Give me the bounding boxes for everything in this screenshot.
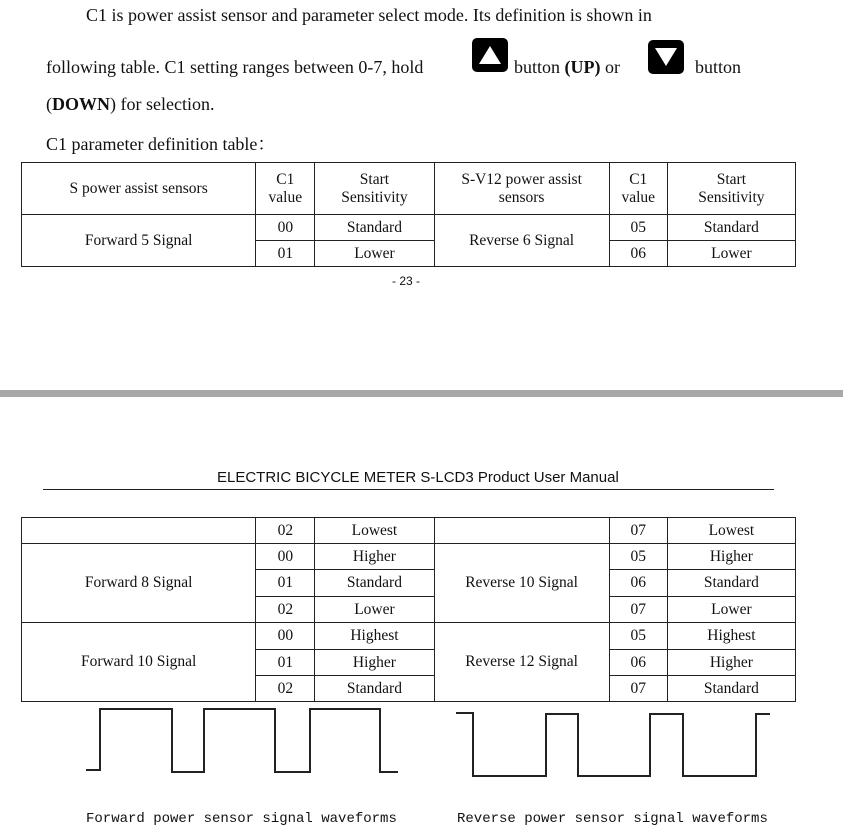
paragraph-line-2d: button <box>695 57 742 77</box>
cell-sa: Standard <box>315 570 434 597</box>
cell-c1a: 00 <box>256 215 315 241</box>
table-row <box>22 623 796 650</box>
up-label: (UP) <box>564 57 601 77</box>
cell-sa: Standard <box>315 215 434 241</box>
reverse-waveform <box>456 713 770 776</box>
empty-left-label <box>22 518 256 544</box>
group-right-label: Reverse 12 Signal <box>434 623 609 702</box>
cell-c1a: 01 <box>256 650 315 676</box>
forward-waveform-caption: Forward power sensor signal waveforms <box>86 811 397 827</box>
cell-c1b: 07 <box>609 597 667 623</box>
cell-c1a: 00 <box>256 544 315 570</box>
down-triangle-icon <box>654 47 678 67</box>
page-number: - 23 - <box>392 274 421 288</box>
header-c1-value-2: C1 value <box>609 163 667 215</box>
cell-sa: Higher <box>315 544 434 570</box>
up-button-icon <box>472 38 508 72</box>
cell-c1b: 06 <box>609 650 667 676</box>
group-right-label: Reverse 10 Signal <box>434 544 609 623</box>
paragraph-line-3: (DOWN) for selection. <box>46 94 215 114</box>
paragraph-line-1: C1 is power assist sensor and parameter select mode. Its definition is shown in <box>86 5 652 25</box>
waveform-drawings <box>0 700 843 790</box>
cell-c1b: 05 <box>609 623 667 650</box>
cell-sa: Standard <box>315 676 434 702</box>
paragraph-line-2 <box>46 56 423 78</box>
cell-c1a: 02 <box>256 676 315 702</box>
cell-sb: Lower <box>667 241 795 267</box>
cell-c1b: 07 <box>609 676 667 702</box>
header-s-sensors: S power assist sensors <box>22 163 256 215</box>
cell-sb: Higher <box>667 544 795 570</box>
table-caption: C1 parameter definition table： <box>46 134 276 154</box>
cell-c1b: 07 <box>609 518 667 544</box>
cell-c1a: 01 <box>256 570 315 597</box>
cell-sb: Standard <box>667 215 795 241</box>
header-rule <box>43 489 774 490</box>
manual-header-title: ELECTRIC BICYCLE METER S-LCD3 Product User Manual <box>217 469 619 486</box>
group-left-label: Forward 10 Signal <box>22 623 256 702</box>
header-c1-value-1: C1 value <box>256 163 315 215</box>
cell-c1b: 06 <box>609 570 667 597</box>
c1-parameter-table <box>21 162 796 267</box>
cell-sb: Lower <box>667 597 795 623</box>
cell-c1a: 01 <box>256 241 315 267</box>
line3-rest: for selection. <box>116 94 215 114</box>
forward-waveform <box>86 709 398 772</box>
cell-c1b: 06 <box>609 241 667 267</box>
paragraph-line-2b <box>514 56 620 78</box>
cell-c1a: 02 <box>256 518 315 544</box>
cell-c1b: 05 <box>609 215 667 241</box>
header-sv12-sensors: S-V12 power assist sensors <box>434 163 609 215</box>
cell-sb: Lowest <box>667 518 795 544</box>
group-left-label: Forward 8 Signal <box>22 544 256 623</box>
cell-sb: Highest <box>667 623 795 650</box>
cell-c1a: 00 <box>256 623 315 650</box>
cell-sa: Lowest <box>315 518 434 544</box>
table-row <box>22 215 796 241</box>
line2-text-b: button <box>514 57 565 77</box>
header-start-sensitivity-2: Start Sensitivity <box>667 163 795 215</box>
cell-c1a: 02 <box>256 597 315 623</box>
up-triangle-icon <box>478 45 502 65</box>
down-label: DOWN <box>52 94 110 114</box>
page-separator <box>0 390 843 397</box>
cell-sa: Lower <box>315 597 434 623</box>
cell-sa: Higher <box>315 650 434 676</box>
cell-c1b: 05 <box>609 544 667 570</box>
table-header-row <box>22 163 796 215</box>
cell-sb: Higher <box>667 650 795 676</box>
line2-text-c: or <box>600 57 620 77</box>
header-start-sensitivity-1: Start Sensitivity <box>315 163 434 215</box>
c1-parameter-table-continued <box>21 517 796 702</box>
down-button-icon <box>648 40 684 74</box>
cell-sa: Highest <box>315 623 434 650</box>
group-left-label: Forward 5 Signal <box>22 215 256 267</box>
table-row <box>22 544 796 570</box>
cell-sb: Standard <box>667 570 795 597</box>
empty-right-label <box>434 518 609 544</box>
group-right-label: Reverse 6 Signal <box>434 215 609 267</box>
reverse-waveform-caption: Reverse power sensor signal waveforms <box>457 811 768 827</box>
line2-text-a: following table. C1 setting ranges between 0-7, hold <box>46 57 424 77</box>
cell-sa: Lower <box>315 241 434 267</box>
cell-sb: Standard <box>667 676 795 702</box>
table-row <box>22 518 796 544</box>
